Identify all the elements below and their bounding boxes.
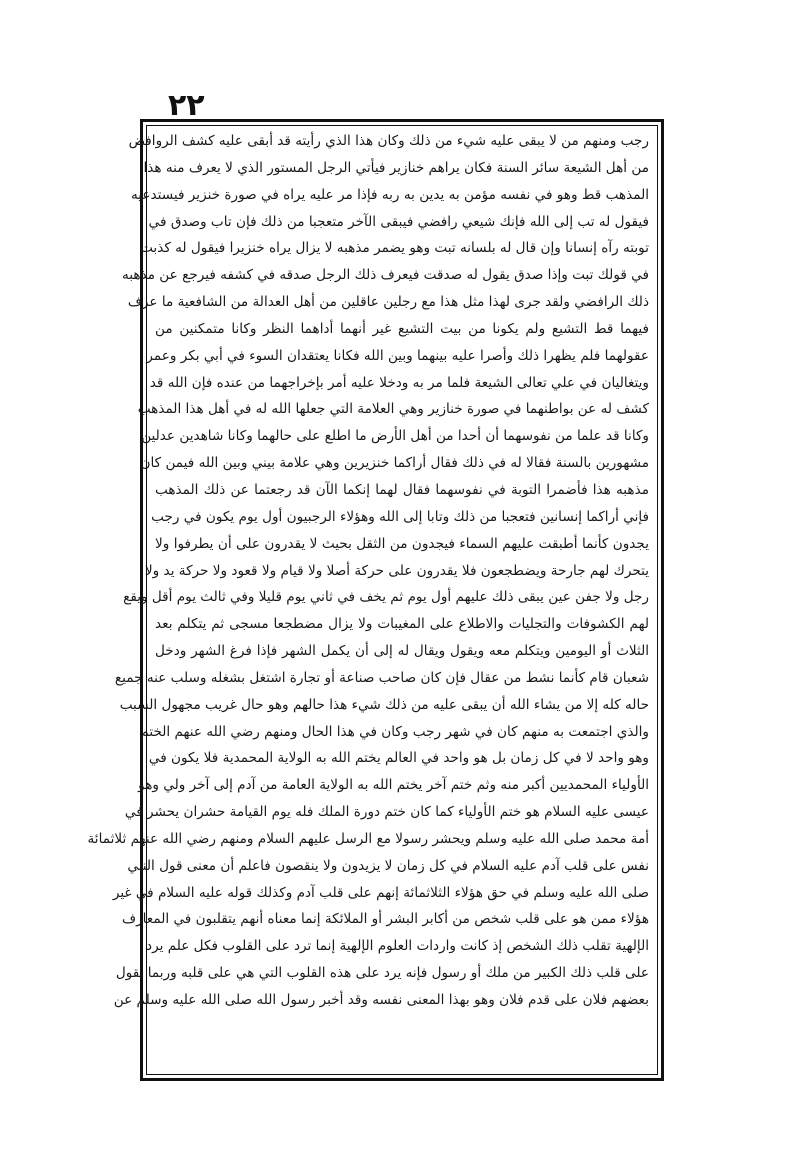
text-line: هؤلاء ممن هو على قلب شخص من أكابر البشر أو الملائكة إنما معناه أنهم يتقلبون في المعارف [122,911,649,928]
text-body [87,128,649,1072]
text-frame [87,119,664,1081]
text-line: شعبان قام كأنما نشط من عقال فإن كان صاحب صناعة أو تجارة اشتغل بشغله وسلب عنه جميع [114,669,649,686]
text-line: لهم الكشوفات والتجليات والاطلاع على المغيبات ولا يزال مضطجعا مسجى ثم يتكلم بعد [155,616,649,633]
text-line: من أهل الشيعة سائر السنة فكان يراهم خنازير فيأتي الرجل المستور الذي لا يعرف منه هذا [143,159,649,176]
text-line: المذهب قط وهو في نفسه مؤمن به يدين به ربه فإذا مر عليه يراه في صورة خنزير فيستدعيه [131,186,649,203]
text-line: حاله كله إلا من يشاء الله أن يبقى عليه من ذلك شيء هذا حالهم وهو حال غريب مجهول السبب [119,696,649,713]
text-line: في قولك تبت وإذا صدق يقول له صدقت فيعرف ذلك الرجل صدقه في كشفه فيرجع عن مذهبه [122,267,649,284]
text-line: كشف له عن بواطنهما في صورة خنازير وهي العلامة التي جعلها الله له في أهل هذا المذهب [137,401,649,418]
text-line: عيسى عليه السلام هو ختم الأولياء كما كان ختم دورة الملك فله يوم القيامة حشران يحشر في [124,804,649,821]
text-line: يتحرك لهم جارحة ويضطجعون فلا يقدرون على حركة أصلا ولا قيام ولا قعود ولا حركة يد ولا [144,562,649,579]
page-number: ٢٢ [168,88,205,123]
text-line: والذي اجتمعت به منهم كان في شهر رجب وكان في هذا الحال ومنهم رضي الله عنهم الختم [140,723,649,740]
text-line: بعضهم فلان على قدم فلان وهو بهذا المعنى نفسه وقد أخبر رسول الله صلى الله عليه وسلم عن [113,992,649,1008]
text-line: رجل ولا جفن عين يبقى ذلك عليهم أول يوم ثم يخف في ثاني يوم قليلا وفي ثالث يوم أقل ويقع [123,589,649,606]
text-line: توبته رآه إنسانا وإن قال له بلسانه تبت وهو يضمر مذهبه لا يزال يراه خنزيرا فيقول له كذبت [140,240,649,257]
text-line: فيهما قط التشيع ولم يكونا من بيت التشيع غير أنهما أداهما النظر وكانا متمكنين من [155,320,649,337]
text-line: ويتغاليان في علي تعالى الشيعة فلما مر به ودخلا عليه أمر بإخراجهما من عنده فإن الله قد [149,374,649,391]
text-line: وكانا قد علما من نفوسهما أن أحدا من أهل الأرض ما اطلع على حالهما وكانا شاهدين عدلين [141,428,649,445]
text-line: رجب ومنهم من لا يبقى عليه شيء من ذلك وكان هذا الذي رأيته قد أبقى عليه كشف الروافض [128,133,649,149]
text-line: عقولهما فلم يظهرا ذلك وأصرا عليه بينهما وبين الله فكانا يعتقدان السوء في أبي بكر وعمر [146,347,649,364]
text-line: الإلهية تقلب ذلك الشخص إذ كانت واردات العلوم الإلهية إنما ترد على القلوب فكل علم يرد [146,938,649,955]
text-line: يجدون كأنما أطبقت عليهم السماء فيجدون من الثقل بحيث لا يقدرون على أن يطرفوا ولا [155,535,649,552]
text-line: وهو واحد لا في كل زمان بل هو واحد في العالم يختم الله به الولاية المحمدية فلا يكون في [148,750,649,767]
text-line: الثلاث أو اليومين ويتكلم معه ويقول ويقال له إلى أن يكمل الشهر فإذا فرغ الشهر ودخل [155,643,649,660]
text-line: مذهبه هذا فأضمرا التوبة في نفوسهما فقال لهما إنكما الآن قد رجعتما عن ذلك المذهب [155,481,649,498]
text-line: نفس على قلب آدم عليه السلام في كل زمان لا يزيدون ولا ينقصون فاعلم أن معنى قول النبي [127,857,649,874]
text-line: صلى الله عليه وسلم في حق هؤلاء الثلاثمائة إنهم على قلب آدم وكذلك قوله عليه السلام في غير [112,884,649,901]
text-line: على قلب ذلك الكبير من ملك أو رسول فإنه يرد على هذه القلوب التي هي على قلبه وربما يقول [115,965,649,982]
text-line: ذلك الرافضي ولقد جرى لهذا مثل هذا مع رجلين عاقلين من أهل العدالة من الشافعية ما عرف [127,294,649,311]
text-line: فإني أراكما إنسانين فتعجبا من ذلك وتابا إلى الله وهؤلاء الرجبيون أول يوم يكون في رجب [151,508,649,525]
text-line: فيقول له تب إلى الله فإنك شيعي رافضي فيبقى الآخر متعجبا من ذلك فإن تاب وصدق في [148,213,649,230]
text-line: مشهورين بالسنة فقالا له في ذلك فقال أراكما خنزيرين وهي علامة بيني وبين الله فيمن كان [140,455,649,472]
text-line: أمة محمد صلى الله عليه وسلم ويحشر رسولا مع الرسل عليهم السلام ومنهم رضي الله عنهم ثلاثمائة [87,830,649,847]
text-line: الأولياء المحمديين أكبر منه وثم ختم آخر يختم الله به الولاية العامة من آدم إلى آخر ولي وهو [138,777,649,794]
